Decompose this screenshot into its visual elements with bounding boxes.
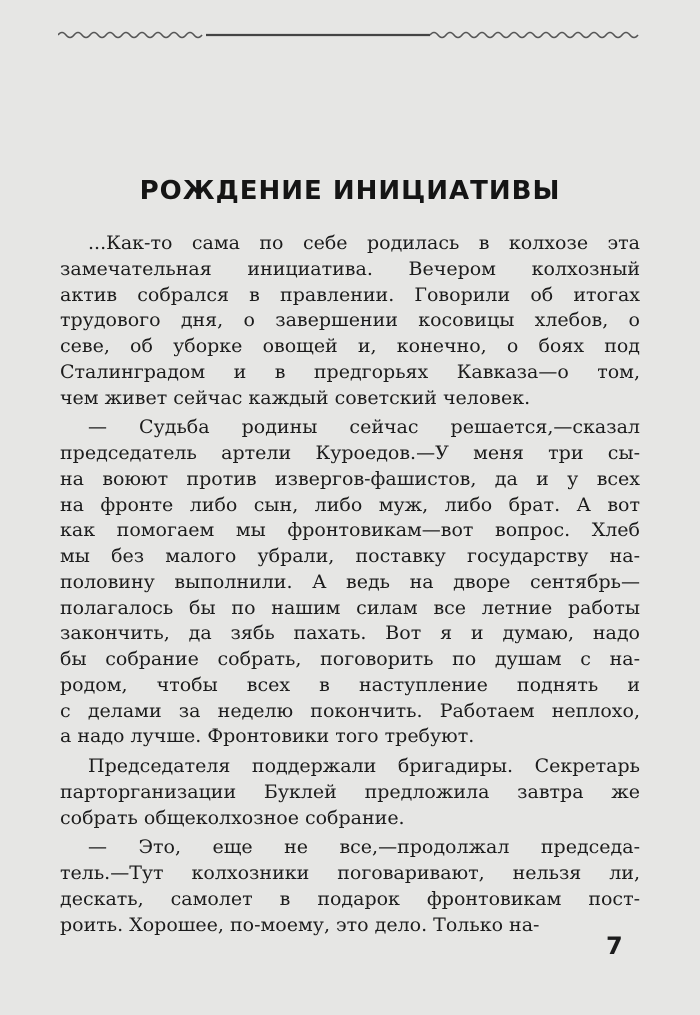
text-line: Сталинградом и в предгорьях Кавказа—о том, bbox=[60, 360, 640, 383]
text-line: половину выполнили. А ведь на дворе сентябрь— bbox=[60, 570, 640, 593]
text-line: — Это, еще не все,—продолжал председа- bbox=[88, 836, 640, 859]
text-line: парторганизации Буклей предложила завтра же bbox=[60, 780, 640, 803]
decorative-wavy-rule bbox=[58, 26, 644, 42]
text-line: тель.—Тут колхозники поговаривают, нельзя ли, bbox=[60, 862, 640, 884]
text-line: мы без малого убрали, поставку государству на- bbox=[60, 545, 640, 567]
text-line: чем живет сейчас каждый советский человек. bbox=[60, 386, 531, 409]
text-line: замечательная инициатива. Вечером колхозный bbox=[60, 257, 640, 280]
text-line: собрать общеколхозное собрание. bbox=[60, 806, 405, 829]
text-line: полагалось бы по нашим силам все летние работы bbox=[60, 596, 640, 619]
text-line: на фронте либо сын, либо муж, либо брат. А вот bbox=[60, 493, 640, 516]
text-line: Председателя поддержали бригадиры. Секретарь bbox=[88, 755, 640, 777]
text-line: трудового дня, о завершении косовицы хлебов, о bbox=[60, 309, 640, 332]
text-line: а надо лучше. Фронтовики того требуют. bbox=[60, 725, 475, 748]
text-line: — Судьба родины сейчас решается,—сказал bbox=[88, 416, 640, 439]
text-line: на воюют против извергов-фашистов, да и у всех bbox=[60, 467, 640, 490]
chapter-title: РОЖДЕНИЕ ИНИЦИАТИВЫ bbox=[139, 176, 561, 206]
text-line: как помогаем мы фронтовикам—вот вопрос. Хлеб bbox=[60, 519, 640, 542]
text-line: актив собрался в правлении. Говорили об итогах bbox=[60, 283, 640, 306]
text-line: ...Как-то сама по себе родилась в колхозе эта bbox=[88, 232, 640, 254]
text-line: родом, чтобы всех в наступление поднять и bbox=[60, 673, 640, 696]
paragraph-list bbox=[60, 231, 640, 938]
body-text bbox=[60, 231, 640, 938]
text-line: севе, об уборке овощей и, конечно, о боях под bbox=[60, 335, 640, 357]
text-line: председатель артели Куроедов.—У меня три сы- bbox=[60, 442, 640, 464]
text-line: с делами за неделю покончить. Работаем неплохо, bbox=[60, 699, 640, 722]
text-line: дескать, самолет в подарок фронтовикам пост- bbox=[60, 887, 640, 910]
text-line: бы собрание собрать, поговорить по душам с на- bbox=[60, 648, 640, 670]
page-number: 7 bbox=[606, 932, 623, 960]
text-line: роить. Хорошее, по-моему, это дело. Только на- bbox=[60, 913, 540, 936]
text-line: закончить, да зябь пахать. Вот я и думаю, надо bbox=[60, 622, 640, 645]
